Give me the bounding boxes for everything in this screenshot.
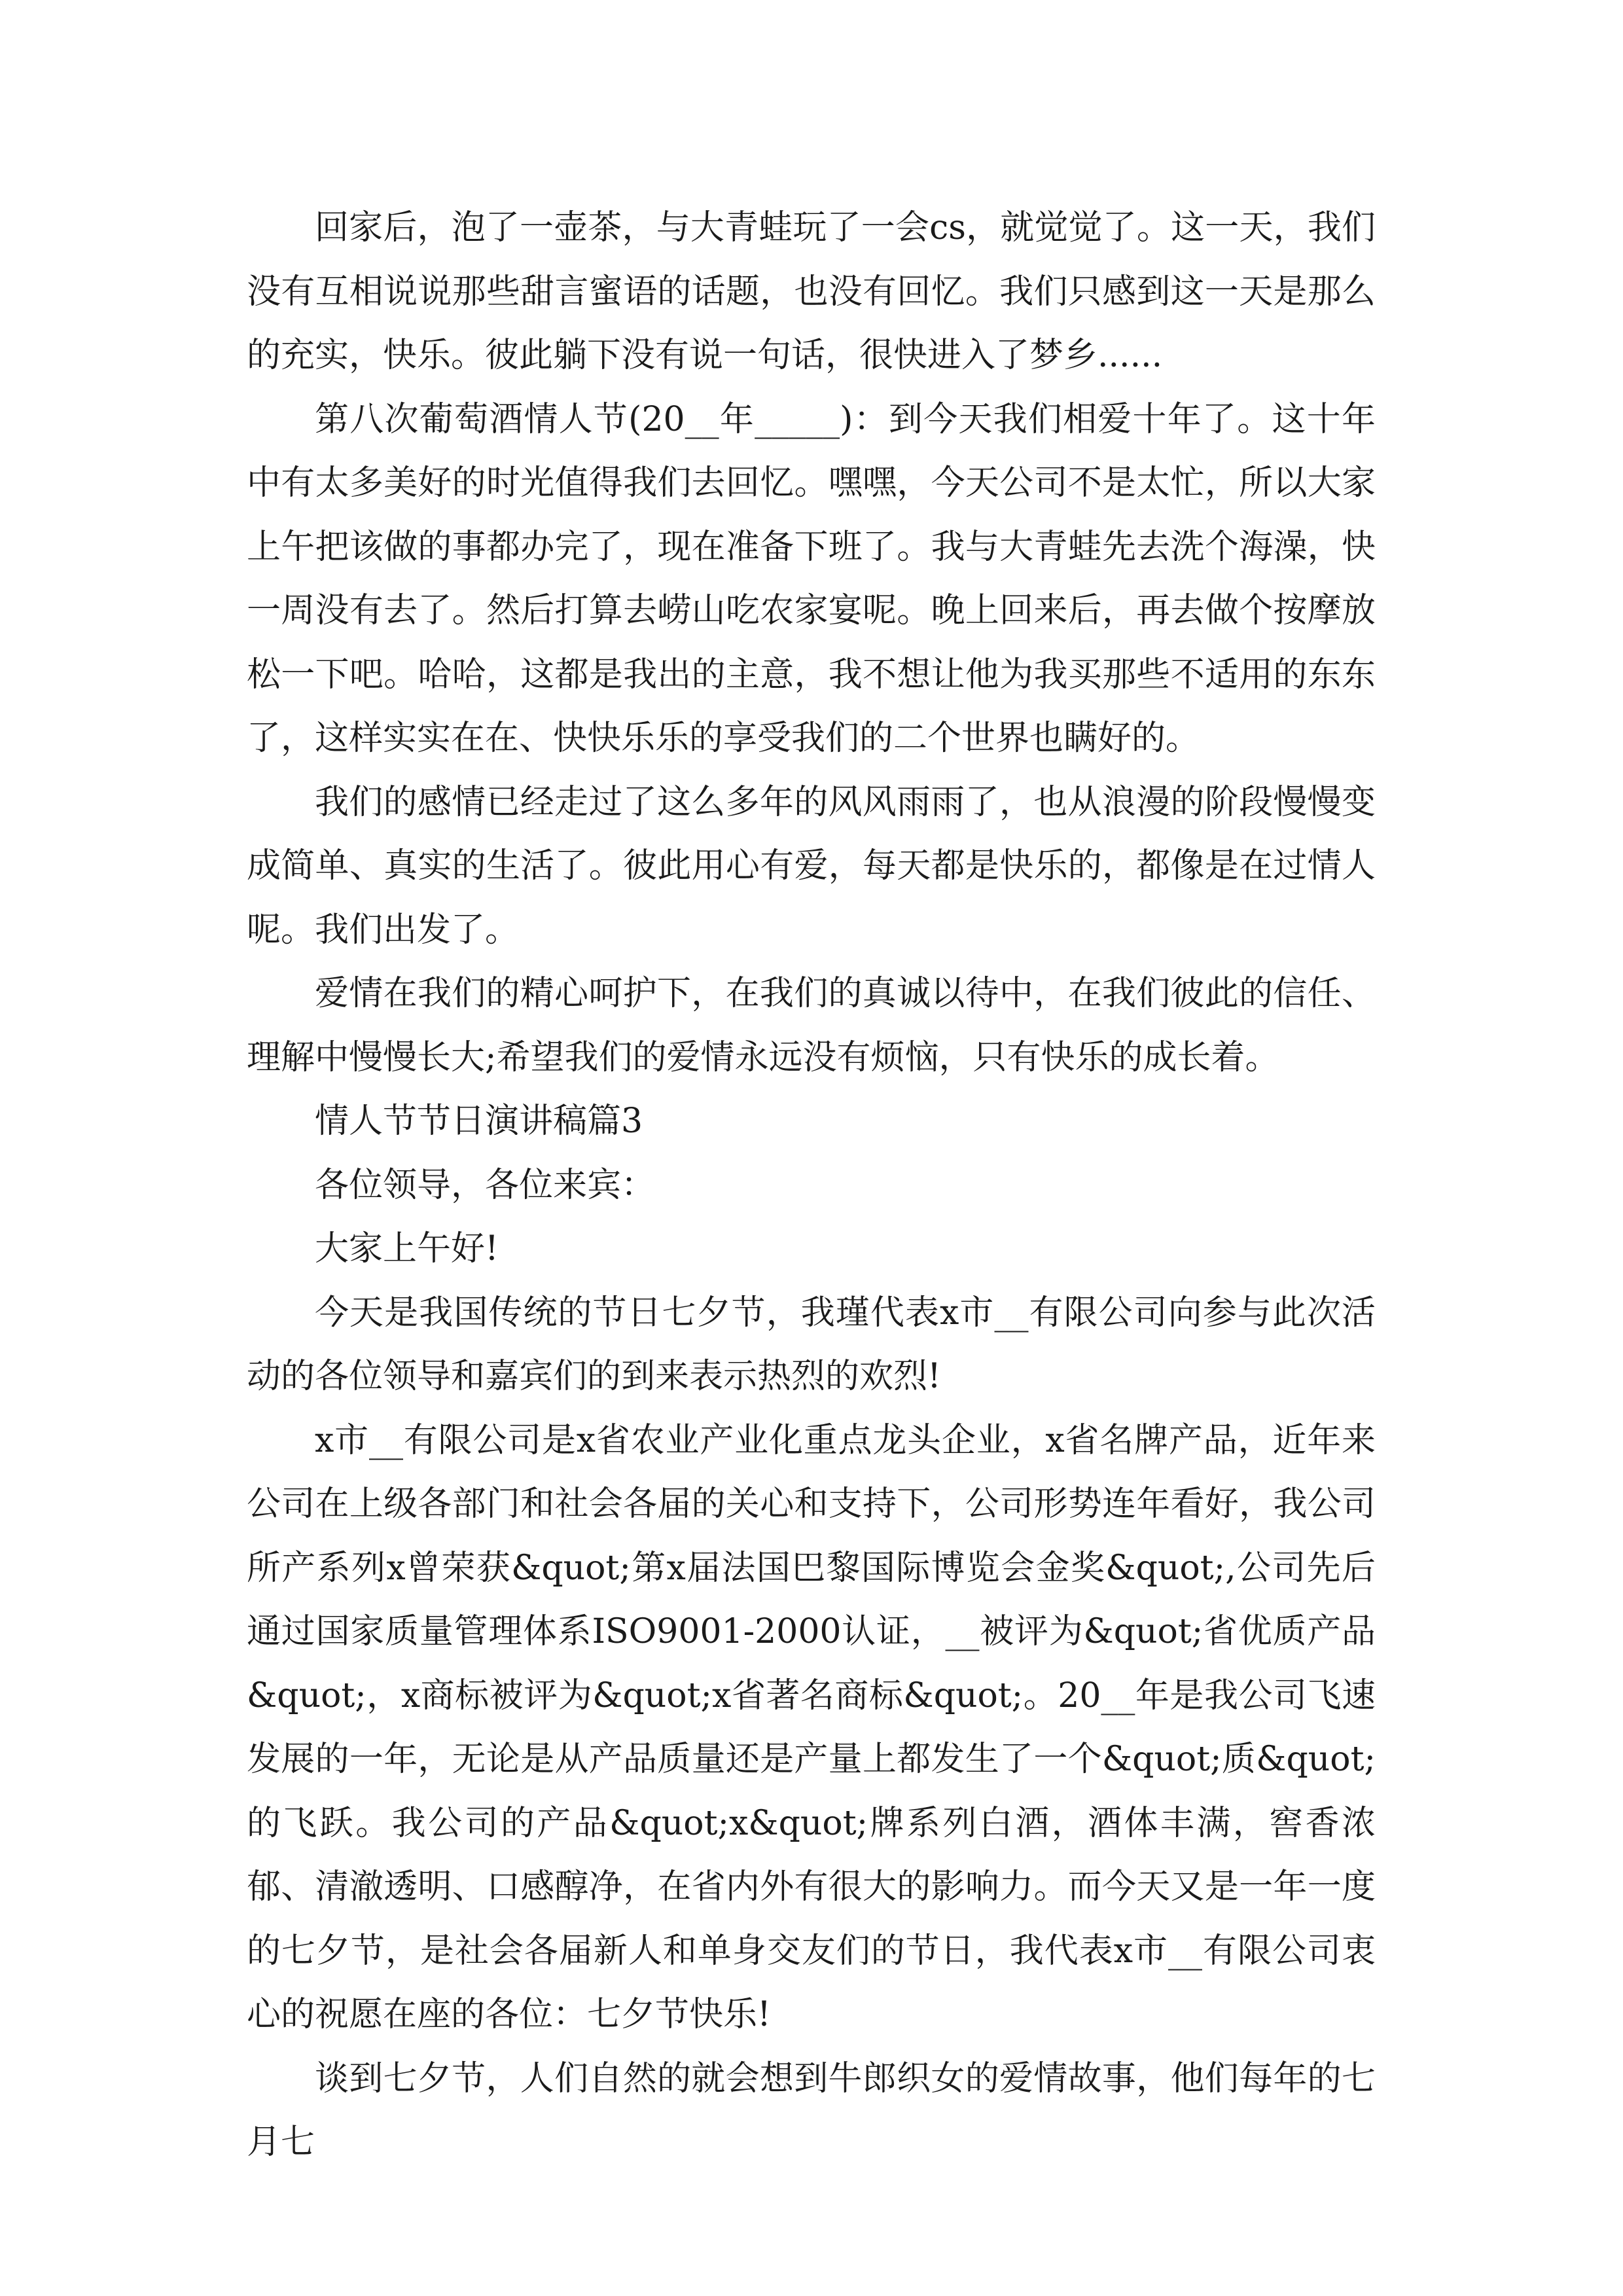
salutation: 各位领导，各位来宾： [315, 1165, 656, 1205]
document-page [247, 196, 1376, 2175]
section-heading: 情人节节日演讲稿篇3 [315, 1102, 643, 1141]
paragraph-qixi-story: 谈到七夕节，人们自然的就会想到牛郎织女的爱情故事，他们每年的七月七 [247, 2058, 1376, 2162]
paragraph-our-feelings: 我们的感情已经走过了这么多年的风风雨雨了，也从浪漫的阶段慢慢变成简单、真实的生活了。彼此用心有爱，每天都是快乐的，都像是在过情人呢。我们出发了。 [247, 782, 1376, 950]
greeting: 大家上午好! [315, 1229, 499, 1268]
paragraph-qixi-welcome: 今天是我国传统的节日七夕节，我瑾代表x市__有限公司向参与此次活动的各位领导和嘉宾们的到来表示热烈的欢烈! [247, 1293, 1376, 1396]
paragraph-company-intro: x市__有限公司是x省农业产业化重点龙头企业，x省名牌产品，近年来公司在上级各部门和社会各届的关心和支持下，公司形势连年看好，我公司所产系列x曾荣获&quot;第x届法国巴黎国际博览会金奖&quot;,公司先后通过国家质量管理体系ISO9001-2000认证，__被评为&quot;省优质产品&quot;，x商标被评为&quot;x省著名商标&quot;。20__年是我公司飞速发展的一年，无论是从产品质量还是产量上都发生了一个&quot;质&quot;的飞跃。我公司的产品&quot;x&quot;牌系列白酒，酒体丰满，窖香浓郁、清澈透明、口感醇净，在省内外有很大的影响力。而今天又是一年一度的七夕节，是社会各届新人和单身交友们的节日，我代表x市__有限公司衷心的祝愿在座的各位：七夕节快乐! [247, 1420, 1376, 2034]
paragraph-after-returning-home: 回家后，泡了一壶茶，与大青蛙玩了一会cs，就觉觉了。这一天，我们没有互相说说那些甜言蜜语的话题，也没有回忆。我们只感到这一天是那么的充实，快乐。彼此躺下没有说一句话，很快进入了梦乡...... [247, 208, 1376, 375]
paragraph-love-grows: 爱情在我们的精心呵护下，在我们的真诚以待中，在我们彼此的信任、理解中慢慢长大;希望我们的爱情永远没有烦恼，只有快乐的成长着。 [247, 974, 1376, 1077]
paragraph-eighth-valentines: 第八次葡萄酒情人节(20__年_____)：到今天我们相爱十年了。这十年中有太多美好的时光值得我们去回忆。嘿嘿，今天公司不是太忙，所以大家上午把该做的事都办完了，现在准备下班了。我与大青蛙先去洗个海澡，快一周没有去了。然后打算去崂山吃农家宴呢。晚上回来后，再去做个按摩放松一下吧。哈哈，这都是我出的主意，我不想让他为我买那些不适用的东东了，这样实实在在、快快乐乐的享受我们的二个世界也瞒好的。 [247, 399, 1376, 758]
